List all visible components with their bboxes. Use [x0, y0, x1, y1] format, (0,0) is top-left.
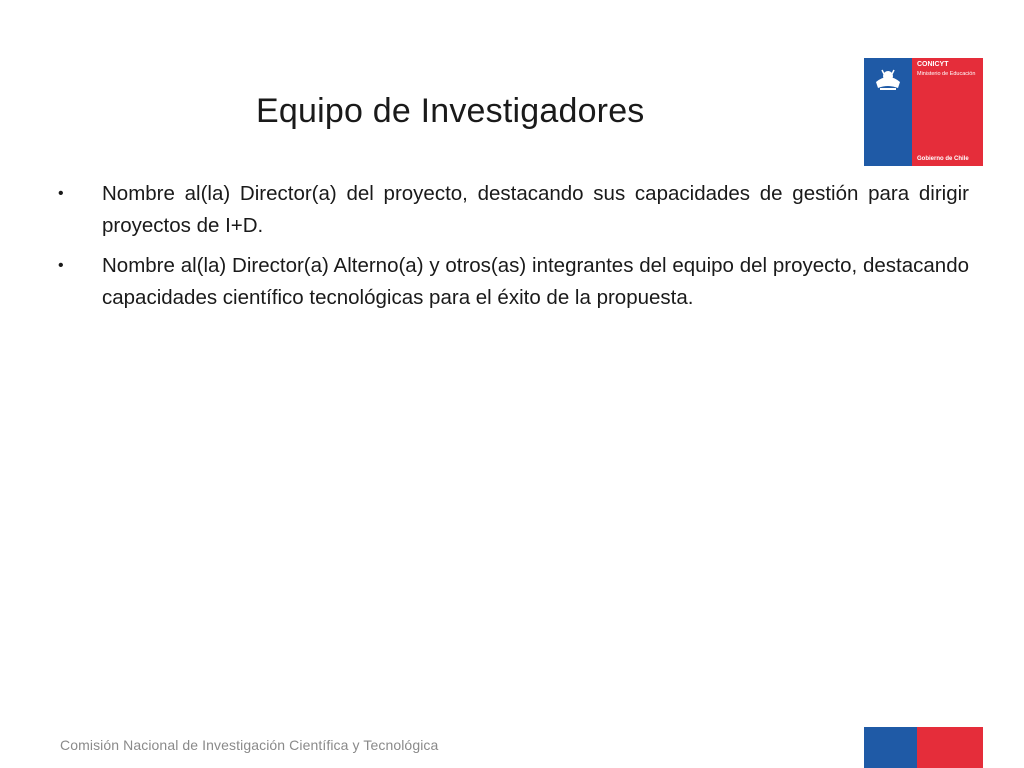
- footer-red-block: [917, 727, 983, 768]
- bullet-marker: •: [58, 185, 64, 202]
- bullet-item: [58, 178, 969, 242]
- footer-blue-block: [864, 727, 917, 768]
- bullet-marker: •: [58, 257, 64, 274]
- bullet-text: Nombre al(la) Director(a) del proyecto, destacando sus capacidades de gestión para dirigir proyectos de I+D.: [102, 182, 969, 237]
- conicyt-logo: [864, 58, 983, 166]
- logo-government: Gobierno de Chile: [917, 156, 969, 162]
- logo-blue-panel: [864, 58, 912, 166]
- logo-org-name: CONICYT: [917, 61, 949, 68]
- logo-red-panel: [912, 58, 983, 166]
- footer-flag-bar: [864, 727, 983, 768]
- bullet-list: [58, 178, 969, 322]
- footer-text: Comisión Nacional de Investigación Científica y Tecnológica: [60, 737, 439, 753]
- slide-title: Equipo de Investigadores: [256, 92, 645, 130]
- bullet-item: [58, 250, 969, 314]
- coat-of-arms-icon: [868, 64, 908, 94]
- logo-ministry: Ministerio de Educación: [917, 71, 976, 77]
- bullet-text: Nombre al(la) Director(a) Alterno(a) y otros(as) integrantes del equipo del proyecto, destacando capacidades científico tecnológicas para el éxito de la propuesta.: [102, 254, 969, 309]
